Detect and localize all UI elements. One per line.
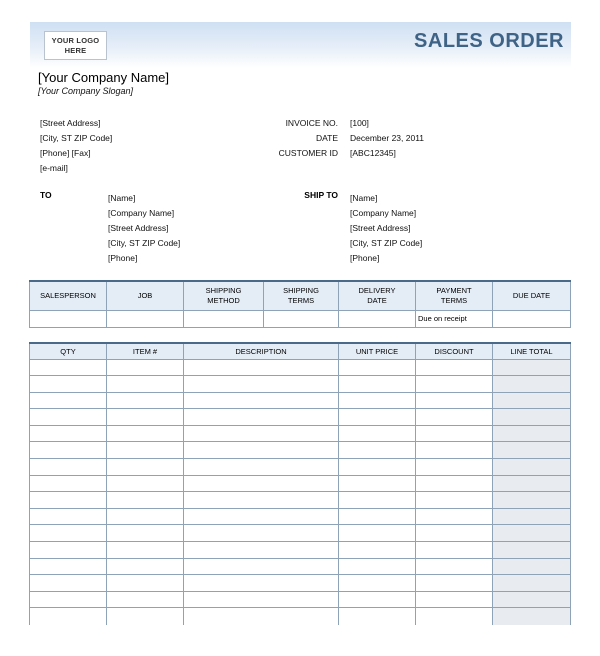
unit-price-cell[interactable] bbox=[339, 475, 416, 492]
invoice-values bbox=[350, 116, 424, 161]
order-details-table bbox=[29, 280, 571, 328]
shipping-method-header: SHIPPING METHOD bbox=[184, 281, 264, 310]
qty-cell[interactable] bbox=[30, 492, 107, 509]
table-row bbox=[30, 409, 571, 426]
discount-cell[interactable] bbox=[416, 492, 493, 509]
address-line[interactable]: [Street Address] bbox=[40, 118, 101, 128]
unit-price-cell[interactable] bbox=[339, 575, 416, 592]
line-total-cell[interactable] bbox=[493, 492, 571, 509]
discount-cell[interactable] bbox=[416, 525, 493, 542]
to-line[interactable]: [Name] bbox=[108, 193, 136, 203]
qty-cell[interactable] bbox=[30, 608, 107, 625]
discount-cell[interactable] bbox=[416, 591, 493, 608]
discount-cell[interactable] bbox=[416, 542, 493, 559]
unit-price-cell[interactable] bbox=[339, 492, 416, 509]
ship-to-line[interactable]: [Phone] bbox=[350, 253, 380, 263]
delivery-date-cell[interactable] bbox=[339, 310, 416, 327]
description-cell[interactable] bbox=[184, 376, 339, 393]
qty-header: QTY bbox=[30, 343, 107, 359]
table-row bbox=[30, 575, 571, 592]
payment-terms-cell[interactable]: Due on receipt bbox=[416, 310, 493, 327]
item-number-cell[interactable] bbox=[107, 525, 184, 542]
qty-cell[interactable] bbox=[30, 425, 107, 442]
unit-price-cell[interactable] bbox=[339, 359, 416, 376]
line-items-body bbox=[30, 359, 571, 625]
line-total-cell[interactable] bbox=[493, 542, 571, 559]
item-number-cell[interactable] bbox=[107, 392, 184, 409]
shipping-terms-cell[interactable] bbox=[264, 310, 339, 327]
table-row bbox=[30, 459, 571, 476]
table-row bbox=[30, 475, 571, 492]
salesperson-cell[interactable] bbox=[30, 310, 107, 327]
job-cell[interactable] bbox=[107, 310, 184, 327]
company-slogan[interactable]: [Your Company Slogan] bbox=[38, 86, 134, 96]
table-row bbox=[30, 442, 571, 459]
table-row bbox=[30, 558, 571, 575]
item-number-cell[interactable] bbox=[107, 542, 184, 559]
company-address bbox=[40, 116, 112, 176]
logo-placeholder bbox=[44, 31, 107, 60]
document-title: SALES ORDER bbox=[414, 30, 564, 52]
to-line[interactable]: [Company Name] bbox=[108, 208, 175, 218]
discount-cell[interactable] bbox=[416, 459, 493, 476]
description-header: DESCRIPTION bbox=[184, 343, 339, 359]
qty-cell[interactable] bbox=[30, 525, 107, 542]
line-items-table bbox=[29, 342, 571, 625]
description-cell[interactable] bbox=[184, 392, 339, 409]
description-cell[interactable] bbox=[184, 542, 339, 559]
unit-price-cell[interactable] bbox=[339, 442, 416, 459]
item-number-cell[interactable] bbox=[107, 608, 184, 625]
discount-cell[interactable] bbox=[416, 409, 493, 426]
table-row bbox=[30, 542, 571, 559]
unit-price-cell[interactable] bbox=[339, 525, 416, 542]
description-cell[interactable] bbox=[184, 359, 339, 376]
line-total-cell[interactable] bbox=[493, 409, 571, 426]
line-total-cell[interactable] bbox=[493, 575, 571, 592]
item-number-cell[interactable] bbox=[107, 376, 184, 393]
ship-to-line[interactable]: [Company Name] bbox=[350, 208, 417, 218]
table-row bbox=[30, 359, 571, 376]
description-cell[interactable] bbox=[184, 525, 339, 542]
qty-cell[interactable] bbox=[30, 475, 107, 492]
company-name[interactable]: [Your Company Name] bbox=[38, 70, 170, 85]
description-cell[interactable] bbox=[184, 608, 339, 625]
item-number-cell[interactable] bbox=[107, 425, 184, 442]
qty-cell[interactable] bbox=[30, 542, 107, 559]
unit-price-cell[interactable] bbox=[339, 409, 416, 426]
discount-cell[interactable] bbox=[416, 425, 493, 442]
qty-cell[interactable] bbox=[30, 508, 107, 525]
item-number-cell[interactable] bbox=[107, 359, 184, 376]
table-row bbox=[30, 392, 571, 409]
line-total-header: LINE TOTAL bbox=[493, 343, 571, 359]
item-number-header: ITEM # bbox=[107, 343, 184, 359]
salesperson-header: SALESPERSON bbox=[30, 281, 107, 310]
shipping-terms-header: SHIPPING TERMS bbox=[264, 281, 339, 310]
to-line[interactable]: [City, ST ZIP Code] bbox=[108, 238, 181, 248]
qty-cell[interactable] bbox=[30, 442, 107, 459]
date-label: DATE bbox=[315, 133, 338, 143]
ship-to-label: SHIP TO bbox=[304, 190, 338, 200]
description-cell[interactable] bbox=[184, 425, 339, 442]
unit-price-cell[interactable] bbox=[339, 542, 416, 559]
unit-price-cell[interactable] bbox=[339, 425, 416, 442]
unit-price-cell[interactable] bbox=[339, 459, 416, 476]
discount-cell[interactable] bbox=[416, 359, 493, 376]
unit-price-cell[interactable] bbox=[339, 591, 416, 608]
delivery-date-header: DELIVERY DATE bbox=[339, 281, 416, 310]
due-date-cell[interactable] bbox=[493, 310, 571, 327]
to-address bbox=[108, 191, 180, 266]
description-cell[interactable] bbox=[184, 591, 339, 608]
unit-price-cell[interactable] bbox=[339, 392, 416, 409]
unit-price-cell[interactable] bbox=[339, 508, 416, 525]
ship-to-line[interactable]: [Street Address] bbox=[350, 223, 411, 233]
payment-terms-header: PAYMENT TERMS bbox=[416, 281, 493, 310]
line-total-cell[interactable] bbox=[493, 376, 571, 393]
item-number-cell[interactable] bbox=[107, 492, 184, 509]
line-total-cell[interactable] bbox=[493, 525, 571, 542]
table-row bbox=[30, 608, 571, 625]
discount-cell[interactable] bbox=[416, 475, 493, 492]
item-number-cell[interactable] bbox=[107, 558, 184, 575]
qty-cell[interactable] bbox=[30, 392, 107, 409]
line-total-cell[interactable] bbox=[493, 558, 571, 575]
discount-cell[interactable] bbox=[416, 558, 493, 575]
unit-price-header: UNIT PRICE bbox=[339, 343, 416, 359]
address-line[interactable]: [City, ST ZIP Code] bbox=[40, 133, 113, 143]
line-total-cell[interactable] bbox=[493, 475, 571, 492]
line-total-cell[interactable] bbox=[493, 442, 571, 459]
table-row bbox=[30, 591, 571, 608]
line-total-cell[interactable] bbox=[493, 508, 571, 525]
description-cell[interactable] bbox=[184, 508, 339, 525]
unit-price-cell[interactable] bbox=[339, 558, 416, 575]
to-line[interactable]: [Street Address] bbox=[108, 223, 169, 233]
description-cell[interactable] bbox=[184, 492, 339, 509]
line-total-cell[interactable] bbox=[493, 591, 571, 608]
table-row bbox=[30, 425, 571, 442]
invoice-number-label: INVOICE NO. bbox=[285, 118, 338, 128]
discount-cell[interactable] bbox=[416, 508, 493, 525]
invoice-number-value[interactable]: [100] bbox=[350, 118, 369, 128]
ship-to-address bbox=[350, 191, 422, 266]
logo-line-2: HERE bbox=[64, 46, 87, 55]
job-header: JOB bbox=[107, 281, 184, 310]
invoice-labels bbox=[245, 116, 338, 161]
line-total-cell[interactable] bbox=[493, 392, 571, 409]
item-number-cell[interactable] bbox=[107, 575, 184, 592]
address-line[interactable]: [Phone] [Fax] bbox=[40, 148, 91, 158]
ship-to-line[interactable]: [City, ST ZIP Code] bbox=[350, 238, 423, 248]
item-number-cell[interactable] bbox=[107, 442, 184, 459]
qty-cell[interactable] bbox=[30, 591, 107, 608]
item-number-cell[interactable] bbox=[107, 591, 184, 608]
unit-price-cell[interactable] bbox=[339, 376, 416, 393]
line-total-cell[interactable] bbox=[493, 359, 571, 376]
item-number-cell[interactable] bbox=[107, 459, 184, 476]
customer-id-label: CUSTOMER ID bbox=[278, 148, 338, 158]
item-number-cell[interactable] bbox=[107, 475, 184, 492]
table-row bbox=[30, 492, 571, 509]
qty-cell[interactable] bbox=[30, 459, 107, 476]
line-total-cell[interactable] bbox=[493, 608, 571, 625]
description-cell[interactable] bbox=[184, 475, 339, 492]
discount-cell[interactable] bbox=[416, 442, 493, 459]
description-cell[interactable] bbox=[184, 459, 339, 476]
table-row bbox=[30, 310, 571, 327]
qty-cell[interactable] bbox=[30, 409, 107, 426]
due-date-header: DUE DATE bbox=[493, 281, 571, 310]
logo-line-1: YOUR LOGO bbox=[51, 36, 100, 45]
line-total-cell[interactable] bbox=[493, 425, 571, 442]
qty-cell[interactable] bbox=[30, 558, 107, 575]
discount-cell[interactable] bbox=[416, 608, 493, 625]
qty-cell[interactable] bbox=[30, 575, 107, 592]
address-line[interactable]: [e-mail] bbox=[40, 163, 68, 173]
description-cell[interactable] bbox=[184, 442, 339, 459]
date-value[interactable]: December 23, 2011 bbox=[350, 133, 425, 143]
to-line[interactable]: [Phone] bbox=[108, 253, 138, 263]
description-cell[interactable] bbox=[184, 558, 339, 575]
table-row bbox=[30, 376, 571, 393]
customer-id-value[interactable]: [ABC12345] bbox=[350, 148, 396, 158]
table-row bbox=[30, 525, 571, 542]
to-label: TO bbox=[40, 190, 52, 200]
discount-header: DISCOUNT bbox=[416, 343, 493, 359]
item-number-cell[interactable] bbox=[107, 508, 184, 525]
description-cell[interactable] bbox=[184, 575, 339, 592]
qty-cell[interactable] bbox=[30, 359, 107, 376]
ship-to-line[interactable]: [Name] bbox=[350, 193, 378, 203]
discount-cell[interactable] bbox=[416, 392, 493, 409]
discount-cell[interactable] bbox=[416, 376, 493, 393]
unit-price-cell[interactable] bbox=[339, 608, 416, 625]
discount-cell[interactable] bbox=[416, 575, 493, 592]
item-number-cell[interactable] bbox=[107, 409, 184, 426]
shipping-method-cell[interactable] bbox=[184, 310, 264, 327]
description-cell[interactable] bbox=[184, 409, 339, 426]
line-total-cell[interactable] bbox=[493, 459, 571, 476]
qty-cell[interactable] bbox=[30, 376, 107, 393]
table-row bbox=[30, 508, 571, 525]
